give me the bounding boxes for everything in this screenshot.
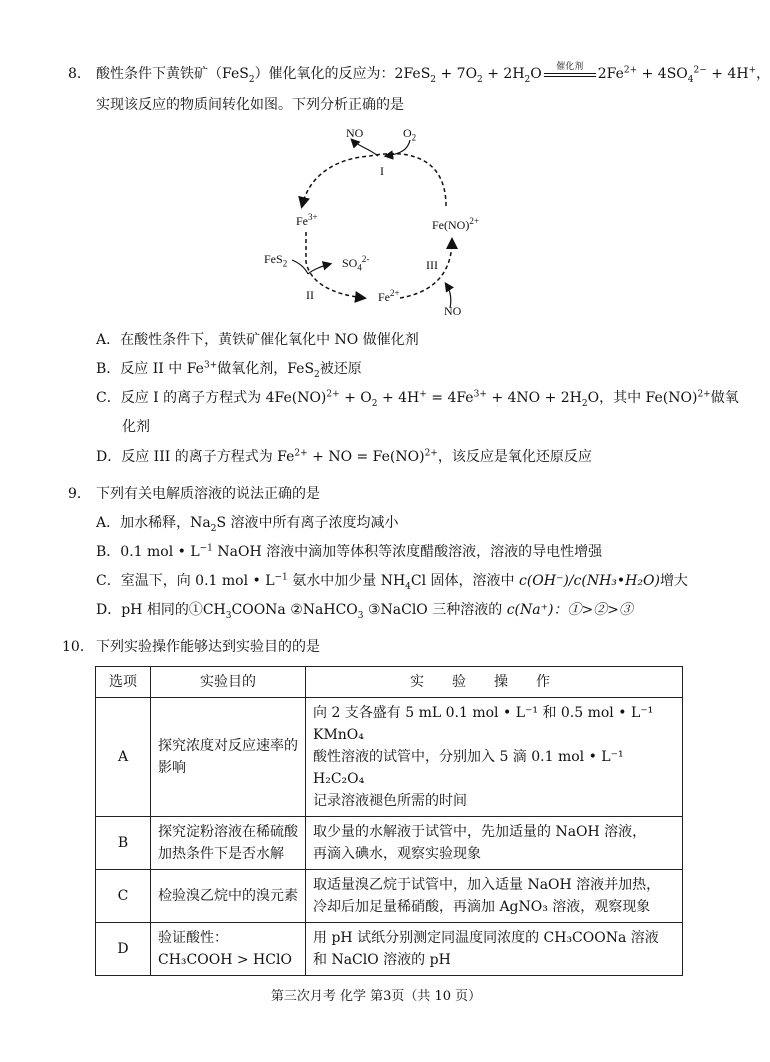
row-aim: 探究淀粉溶液在稀硫酸加热条件下是否水解 xyxy=(151,817,306,870)
header-operation: 实验操作 xyxy=(306,667,683,698)
table-row xyxy=(96,698,683,817)
q9-stem: 下列有关电解质溶液的说法正确的是 xyxy=(96,486,320,502)
reaction-cycle-diagram xyxy=(250,122,490,322)
row-option: D xyxy=(96,923,151,976)
label-step-iii: III xyxy=(426,258,438,272)
header-aim: 实验目的 xyxy=(151,667,306,698)
q9-option-c: C．室温下，向 0.1 mol • $L^{-1}$ 氨水中加少量 $NH_4Cl$ 固体，溶液中 c(OH⁻)/c(NH₃•H₂O)增大 xyxy=(96,572,688,592)
label-feno: Fe(NO)$^{2+}$ xyxy=(432,216,479,232)
q8-option-b: B．反应 II 中 $Fe^{3+}$做氧化剂，FeS$_2$被还原 xyxy=(96,360,362,380)
label-fe3: $Fe^{3+}$ xyxy=(296,212,318,228)
q10-stem: 下列实验操作能够达到实验目的的是 xyxy=(96,639,320,655)
q8-stem-line1: 酸性条件下黄铁矿（FeS$_2$）催化氧化的反应为：$2FeS_2 + 7O_2 + 2H_2O$ 催化剂 $2Fe^{2+} + 4SO_4^{2-} + 4H^+$， xyxy=(96,64,770,84)
label-no-top: NO xyxy=(346,126,364,140)
row-operation: 取少量的水解液于试管中，先加适量的 NaOH 溶液， 再滴入碘水，观察实验现象 xyxy=(306,817,683,870)
label-fe2: $Fe^{2+}$ xyxy=(378,288,400,304)
header-option: 选项 xyxy=(96,667,151,698)
row-option: B xyxy=(96,817,151,870)
row-aim: 验证酸性： CH₃COOH > HClO xyxy=(151,923,306,976)
q9-option-d: D．pH 相同的$①CH_3COONa$ ②NaHCO$_3$ ③NaClO 三种溶液的 c(Na⁺)：①>②>③ xyxy=(96,602,633,621)
row-aim: 检验溴乙烷中的溴元素 xyxy=(151,870,306,923)
q8-option-c-line2: 化剂 xyxy=(122,419,150,435)
q8-number: 8． xyxy=(68,66,91,82)
catalyst-label: 催化剂 xyxy=(556,62,584,72)
label-step-i: I xyxy=(380,164,384,178)
row-operation: 取适量溴乙烷于试管中，加入适量 NaOH 溶液并加热， 冷却后加足量稀硝酸，再滴加 AgNO₃ 溶液，观察现象 xyxy=(306,870,683,923)
label-no-bottom: NO xyxy=(444,304,462,318)
q9-option-b: B．0.1 mol • $L^{-1}$ NaOH 溶液中滴加等体积等浓度醋酸溶液，溶液的导电性增强 xyxy=(96,543,603,560)
q8-option-a: A．在酸性条件下，黄铁矿催化氧化中 NO 做催化剂 xyxy=(96,332,419,348)
experiment-table xyxy=(95,666,683,976)
row-aim: 探究浓度对反应速率的影响 xyxy=(151,698,306,817)
row-operation: 向 2 支各盛有 5 mL 0.1 mol • L⁻¹ 和 0.5 mol • L⁻¹ KMnO₄ 酸性溶液的试管中，分别加入 5 滴 0.1 mol • L⁻¹ H₂C₂O₄ 记录溶液褪色所需的时间 xyxy=(306,698,683,817)
table-row xyxy=(96,817,683,870)
q9-option-a: A．加水稀释，$Na_2S$ 溶液中所有离子浓度均减小 xyxy=(96,515,399,534)
row-operation: 用 pH 试纸分别测定同温度同浓度的 CH₃COONa 溶液 和 NaClO 溶液的 pH xyxy=(306,923,683,976)
page-footer: 第三次月考 化学 第3页（共 10 页） xyxy=(270,989,482,1004)
label-o2: $O_2$ xyxy=(403,126,417,143)
q8-option-d: D．反应 III 的离子方程式为 $Fe^{2+}$ + NO = Fe(NO)$^{2+}$，该反应是氧化还原反应 xyxy=(96,448,592,465)
label-fes2: FeS$_2$ xyxy=(264,252,288,269)
label-so4: $SO_4^{2-}$ xyxy=(342,254,370,273)
table-row xyxy=(96,870,683,923)
label-step-ii: II xyxy=(306,288,314,302)
table-header-row xyxy=(96,667,683,698)
row-option: A xyxy=(96,698,151,817)
q8-option-c: C．反应 I 的离子方程式为 $4Fe(NO)^{2+} + O_2 + 4H^+ = 4Fe^{3+} + 4NO + 2H_2O$，其中 Fe(NO)$^{2+}$做氧 xyxy=(96,389,739,409)
row-option: C xyxy=(96,870,151,923)
q9-number: 9． xyxy=(68,486,91,502)
q10-number: 10． xyxy=(62,639,94,655)
table-row xyxy=(96,923,683,976)
q8-stem-line2: 实现该反应的物质间转化如图。下列分析正确的是 xyxy=(96,97,404,113)
